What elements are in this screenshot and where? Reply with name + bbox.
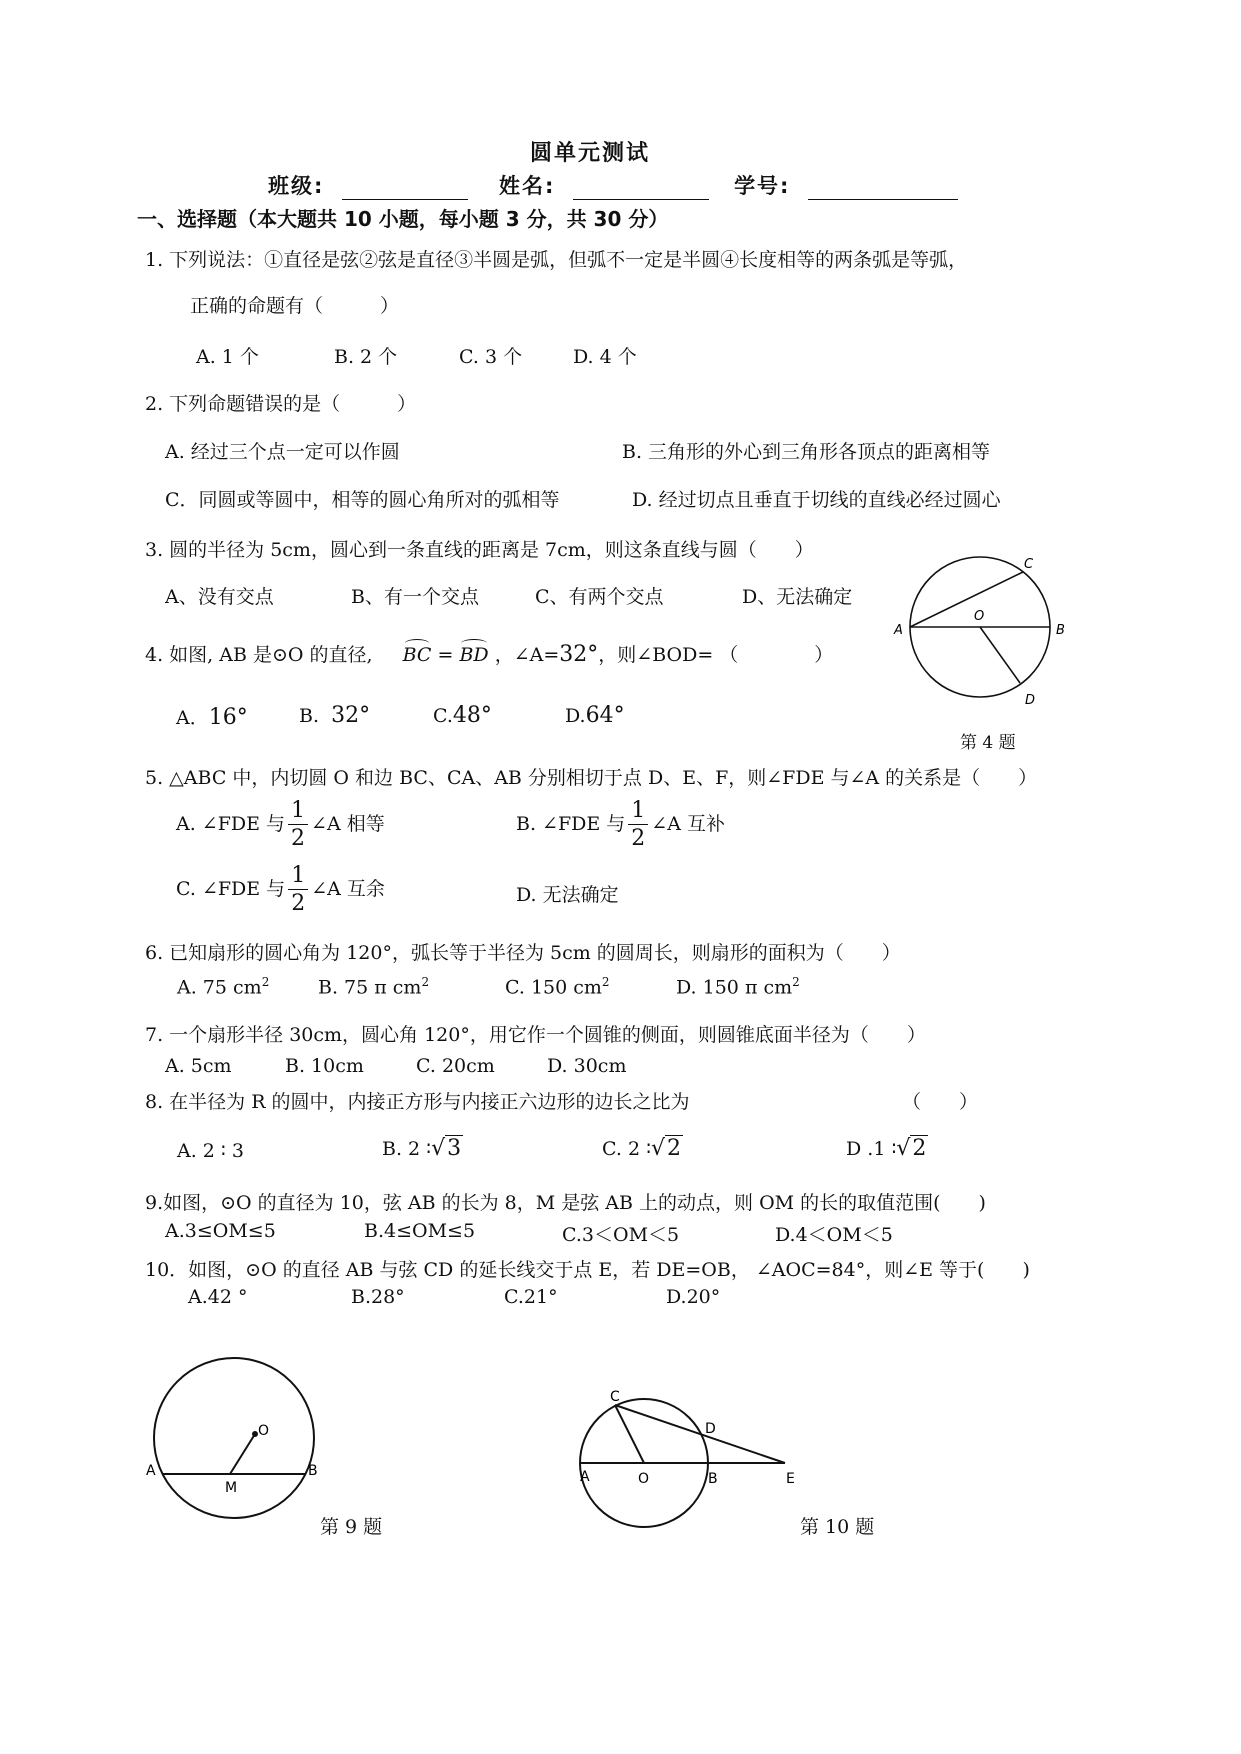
figure-10-caption: 第 10 题	[800, 1516, 875, 1538]
q5-option-b-post: ∠A 互补	[651, 813, 725, 835]
q3-option-d: D、无法确定	[742, 586, 853, 608]
q8-option-d	[846, 1136, 928, 1161]
superscript-2: 2	[421, 975, 430, 989]
q10-option-a: A.42 °	[188, 1286, 248, 1308]
fig9-label-b: B	[308, 1463, 318, 1479]
q3-option-c: C、有两个交点	[535, 586, 664, 608]
fig4-radius-od	[980, 627, 1020, 683]
q6-option-b-text: B. 75 π cm	[318, 976, 422, 999]
question-9-stem: 9.如图，⊙O 的直径为 10，弦 AB 的长为 8，M 是弦 AB 上的动点，则 OM 的长的取值范围( )	[145, 1192, 986, 1214]
q8-option-b-pre: B. 2 ∶	[382, 1138, 432, 1160]
q8-answer-paren: （ ）	[902, 1091, 979, 1113]
q6-option-a	[177, 975, 269, 998]
q2-option-b: B. 三角形的外心到三角形各顶点的距离相等	[622, 441, 991, 463]
q5-option-b	[516, 800, 725, 850]
figure-10-circle	[570, 1385, 810, 1535]
q5-option-c-post: ∠A 互余	[311, 878, 385, 900]
q8-option-a: A. 2 ∶ 3	[177, 1140, 245, 1162]
q6-option-c-text: C. 150 cm	[505, 976, 602, 999]
q9-option-b: B.4≤OM≤5	[364, 1220, 476, 1242]
q4-option-c-value: 48°	[452, 703, 492, 728]
q4-option-b-value: 32°	[331, 703, 371, 728]
q4-stem-post: ，则∠BOD= （ ）	[598, 644, 834, 666]
q4-option-a-label: A．	[176, 707, 209, 729]
fig10-label-b: B	[708, 1471, 718, 1487]
q5-option-a	[176, 800, 385, 850]
fig10-label-d: D	[705, 1421, 716, 1437]
question-8-stem: 8. 在半径为 R 的圆中，内接正方形与内接正六边形的边长之比为	[145, 1091, 690, 1113]
question-7-stem: 7. 一个扇形半径 30cm，圆心角 120°，用它作一个圆锥的侧面，则圆锥底面半径为（ ）	[145, 1024, 926, 1046]
page-title: 圆单元测试	[530, 141, 651, 166]
radicand: 2	[667, 1136, 682, 1161]
fig4-label-c: C	[1024, 557, 1034, 572]
q4-option-d-label: D.	[565, 705, 586, 727]
fig4-label-o: O	[974, 609, 985, 624]
frac-numerator: 1	[628, 800, 648, 825]
class-label: 班级:	[268, 174, 325, 198]
frac-denominator: 2	[291, 891, 306, 916]
q4-option-d-value: 64°	[585, 703, 625, 728]
q1-option-d: D. 4 个	[573, 346, 637, 368]
q5-option-a-post: ∠A 相等	[311, 813, 385, 835]
question-2-stem: 2. 下列命题错误的是（ ）	[145, 393, 417, 415]
superscript-2: 2	[792, 975, 800, 989]
fig9-label-o: O	[258, 1423, 270, 1439]
question-1-stem-cont: 正确的命题有（ ）	[190, 295, 400, 317]
q6-option-a-text: A. 75 cm	[177, 976, 262, 999]
q5-option-c-pre: C. ∠FDE 与	[176, 878, 286, 900]
name-label: 姓名:	[499, 174, 556, 198]
arc-bd: BD	[459, 644, 489, 666]
arc-bc: BC	[402, 644, 432, 666]
student-info-header	[268, 170, 958, 200]
figure-9-caption: 第 9 题	[320, 1516, 383, 1538]
question-4-stem	[145, 640, 833, 667]
q10-option-b: B.28°	[351, 1286, 405, 1308]
id-blank[interactable]	[808, 179, 958, 200]
fig10-label-o: O	[638, 1471, 650, 1487]
superscript-2: 2	[261, 975, 270, 989]
q9-option-a: A.3≤OM≤5	[165, 1220, 276, 1242]
fig4-label-d: D	[1025, 693, 1036, 708]
q8-option-c-pre: C. 2 ∶	[602, 1138, 652, 1160]
fraction-one-half	[288, 865, 308, 915]
q8-option-c	[602, 1136, 683, 1161]
class-blank[interactable]	[342, 179, 468, 200]
q4-option-c-label: C.	[433, 705, 453, 727]
q2-option-d: D. 经过切点且垂直于切线的直线必经过圆心	[632, 489, 1001, 511]
frac-numerator: 1	[288, 800, 308, 825]
question-5-stem: 5. △ABC 中，内切圆 O 和边 BC、CA、AB 分别相切于点 D、E、F，则∠FDE 与∠A 的关系是（ ）	[145, 767, 1038, 789]
fig4-label-b: B	[1056, 623, 1065, 638]
name-blank[interactable]	[573, 179, 709, 200]
figure-4-caption: 第 4 题	[960, 733, 1016, 753]
question-3-stem: 3. 圆的半径为 5cm，圆心到一条直线的距离是 7cm，则这条直线与圆（ ）	[145, 539, 814, 561]
question-6-stem: 6. 已知扇形的圆心角为 120°，弧长等于半径为 5cm 的圆周长，则扇形的面积为（ ）	[145, 942, 901, 964]
q3-option-a: A、没有交点	[165, 586, 274, 608]
q1-option-c: C. 3 个	[459, 346, 523, 368]
figure-9-circle	[140, 1350, 340, 1535]
q6-option-d-text: D. 150 π cm	[676, 976, 793, 999]
q4-option-b	[299, 703, 370, 728]
sqrt-2: √2	[896, 1136, 927, 1161]
q9-option-c: C.3＜OM＜5	[562, 1224, 680, 1246]
q6-option-b	[318, 975, 429, 998]
q7-option-c: C. 20cm	[416, 1055, 495, 1077]
q2-option-a: A. 经过三个点一定可以作圆	[165, 441, 400, 463]
q9-option-d: D.4＜OM＜5	[775, 1224, 893, 1246]
q4-angle-value: 32°	[559, 642, 599, 667]
q4-equals: =	[437, 644, 454, 666]
fig9-label-m: M	[225, 1480, 238, 1496]
radicand: 3	[447, 1136, 462, 1161]
q4-stem-pre: 4. 如图, AB 是⊙O 的直径,	[145, 644, 373, 666]
q4-option-d	[565, 703, 625, 728]
q4-option-a	[176, 703, 248, 730]
fig9-segment-om	[230, 1434, 255, 1474]
question-10-stem: 10．如图，⊙O 的直径 AB 与弦 CD 的延长线交于点 E，若 DE=OB， ∠AOC=84°，则∠E 等于( )	[145, 1259, 1030, 1281]
q4-stem-mid: ，∠A=	[494, 644, 560, 666]
q8-option-d-pre: D .1 ∶	[846, 1138, 897, 1160]
q10-option-c: C.21°	[504, 1286, 558, 1308]
q1-option-a: A. 1 个	[196, 346, 259, 368]
q4-option-b-label: B.	[299, 705, 320, 727]
q4-option-c	[433, 703, 492, 728]
section-heading: 一、选择题（本大题共 10 小题，每小题 3 分，共 30 分）	[137, 207, 669, 231]
superscript-2: 2	[601, 975, 610, 989]
fig10-label-a: A	[580, 1469, 590, 1485]
fig9-label-a: A	[146, 1463, 156, 1479]
q3-option-b: B、有一个交点	[351, 586, 479, 608]
fig4-label-a: A	[894, 623, 903, 638]
fig10-label-c: C	[610, 1389, 620, 1405]
fraction-one-half	[628, 800, 648, 850]
q4-option-a-value: 16°	[208, 705, 248, 730]
q7-option-d: D. 30cm	[547, 1055, 627, 1077]
frac-denominator: 2	[631, 826, 646, 851]
q6-option-d	[676, 975, 800, 998]
id-label: 学号:	[734, 174, 791, 198]
q7-option-b: B. 10cm	[285, 1055, 364, 1077]
q7-option-a: A. 5cm	[165, 1055, 232, 1077]
question-1-stem: 1. 下列说法：①直径是弦②弦是直径③半圆是弧，但弧不一定是半圆④长度相等的两条弧是等弧，	[145, 249, 968, 271]
q2-option-c: C．同圆或等圆中，相等的圆心角所对的弧相等	[165, 489, 560, 511]
frac-denominator: 2	[291, 826, 306, 851]
q10-option-d: D.20°	[666, 1286, 721, 1308]
q5-option-b-pre: B. ∠FDE 与	[516, 813, 626, 835]
q5-option-a-pre: A. ∠FDE 与	[176, 813, 286, 835]
q8-option-b	[382, 1136, 463, 1161]
q5-option-d: D. 无法确定	[516, 884, 619, 906]
sqrt-2: √2	[651, 1136, 682, 1161]
q6-option-c	[505, 975, 610, 998]
frac-numerator: 1	[288, 865, 308, 890]
fraction-one-half	[288, 800, 308, 850]
fig10-label-e: E	[786, 1471, 795, 1487]
figure-4-circle	[880, 550, 1080, 720]
q5-option-c	[176, 865, 385, 915]
radicand: 2	[912, 1136, 927, 1161]
q1-option-b: B. 2 个	[334, 346, 398, 368]
sqrt-3: √3	[431, 1136, 462, 1161]
